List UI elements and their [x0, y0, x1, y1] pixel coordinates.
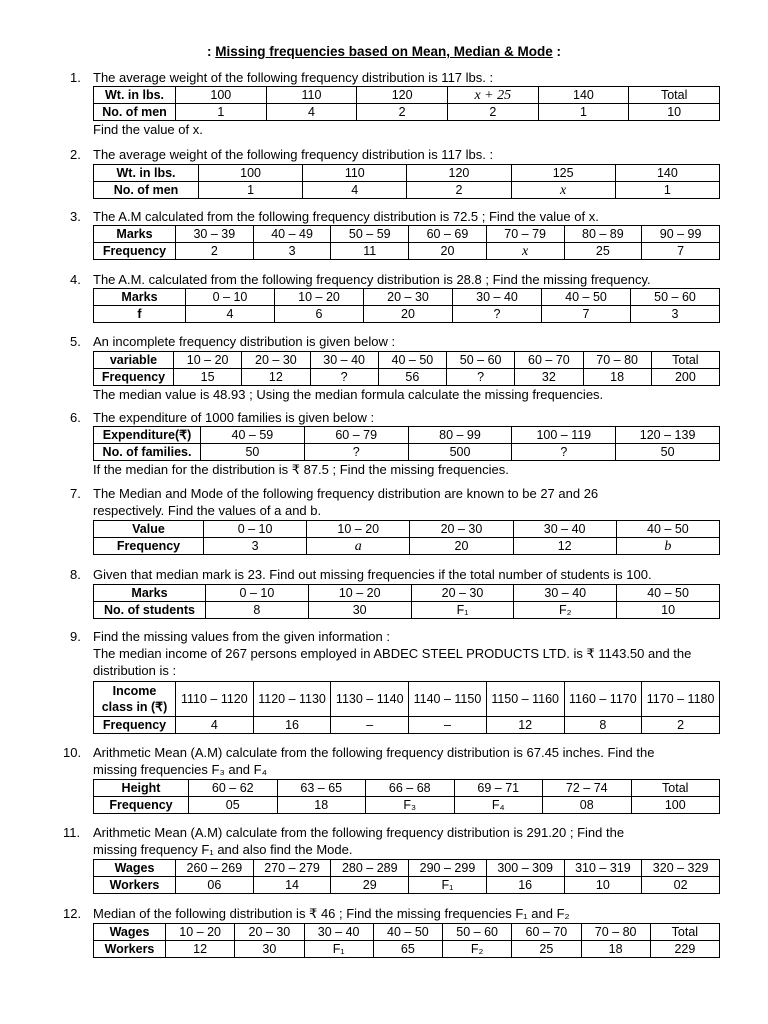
question-text: respectively. Find the values of a and b. — [93, 503, 322, 518]
table-row: Wt. in lbs. 100 110 120 125 140 — [94, 165, 720, 182]
question-6: 6. The expenditure of 1000 families is given below : Expenditure(₹) 40 – 59 60 – 79 80 – 99 100 – 119 120 – 139 No. of families. 50 ? 500 ? 50 If the median for the distribution is ₹ 87.5 ; Find the missing frequencies. — [70, 409, 730, 478]
question-text: Arithmetic Mean (A.M) calculate from the following frequency distribution is 67.45 inches. Find the — [93, 745, 655, 760]
table-row: Income class in (₹) 1110 – 1120 1120 – 1130 1130 – 1140 1140 – 1150 1150 – 1160 1160 – 1170 1170 – 1180 — [94, 682, 720, 717]
frequency-table — [93, 426, 720, 461]
table-row: Marks 30 – 39 40 – 49 50 – 59 60 – 69 70 – 79 80 – 89 90 – 99 — [94, 226, 720, 243]
table-row: Frequency 2 3 11 20 x 25 7 — [94, 243, 720, 260]
question-text: Arithmetic Mean (A.M) calculate from the following frequency distribution is 291.20 ; Find the — [93, 825, 625, 840]
question-text: missing frequency F₁ and also find the Mode. — [93, 842, 353, 857]
frequency-table — [93, 225, 720, 260]
table-row: Marks 0 – 10 10 – 20 20 – 30 30 – 40 40 – 50 50 – 60 — [94, 289, 720, 306]
question-text: The average weight of the following frequency distribution is 117 lbs. : — [93, 147, 494, 162]
frequency-table — [93, 584, 720, 619]
frequency-table — [93, 779, 720, 814]
table-row: Workers 06 14 29 F₁ 16 10 02 — [94, 877, 720, 894]
table-row: Frequency 3 a 20 12 b — [94, 538, 720, 555]
question-9: 9. Find the missing values from the given information : The median income of 267 persons employed in ABDEC STEEL PRODUCTS LTD. is ₹ 1143.50 and the distribution is : Income class in (₹) 1110 – 1120 1120 – 1130 1130 – 1140 1140 – 1150 1150 – 1160 1160 – 1170 1170 – 1180 Frequency 4 16 – – 12 8 2 — [70, 628, 730, 734]
frequency-table — [93, 859, 720, 894]
table-row: Wages 260 – 269 270 – 279 280 – 289 290 – 299 300 – 309 310 – 319 320 – 329 — [94, 860, 720, 877]
question-text: missing frequencies F₃ and F₄ — [93, 762, 267, 777]
question-7: 7. The Median and Mode of the following frequency distribution are known to be 27 and 26 respectively. Find the values of a and b. Value 0 – 10 10 – 20 20 – 30 30 – 40 40 – 50 Frequency 3 a 20 12 b — [70, 485, 730, 555]
question-text: An incomplete frequency distribution is given below : — [93, 334, 396, 349]
question-text: Find the missing values from the given information : — [93, 629, 390, 644]
question-1: 1. The average weight of the following frequency distribution is 117 lbs. : Wt. in lbs. 100 110 120 x + 25 140 Total No. of men 1 4 2 2 1 10 Find the value of x. — [70, 69, 730, 138]
table-row: Marks 0 – 10 10 – 20 20 – 30 30 – 40 40 – 50 — [94, 585, 720, 602]
question-10: 10. Arithmetic Mean (A.M) calculate from the following frequency distribution is 67.45 inches. Find the missing frequencies F₃ and F₄ Height 60 – 62 63 – 65 66 – 68 69 – 71 72 – 74 Total Frequency 05 18 F₃ F₄ 08 100 — [70, 744, 730, 814]
question-text: The Median and Mode of the following frequency distribution are known to be 27 and 26 — [93, 486, 599, 501]
page-title: : Missing frequencies based on Mean, Median & Mode : — [206, 44, 562, 59]
question-text: Median of the following distribution is ₹ 46 ; Find the missing frequencies F₁ and F₂ — [93, 906, 570, 921]
table-row: Wt. in lbs. 100 110 120 x + 25 140 Total — [94, 87, 720, 104]
table-row: Height 60 – 62 63 – 65 66 – 68 69 – 71 72 – 74 Total — [94, 780, 720, 797]
frequency-table — [93, 86, 720, 121]
question-text: The expenditure of 1000 families is given below : — [93, 410, 375, 425]
question-11: 11. Arithmetic Mean (A.M) calculate from the following frequency distribution is 291.20 ; Find the missing frequency F₁ and also find the Mode. Wages 260 – 269 270 – 279 280 – 289 290 – 299 300 – 309 310 – 319 320 – 329 Workers 06 14 29 F₁ 16 10 02 — [70, 824, 730, 894]
question-text: The average weight of the following frequency distribution is 117 lbs. : — [93, 70, 494, 85]
frequency-table — [93, 351, 720, 386]
table-row: Frequency 4 16 – – 12 8 2 — [94, 717, 720, 734]
question-footnote: The median value is 48.93 ; Using the median formula calculate the missing frequencies. — [93, 387, 604, 402]
table-row: Expenditure(₹) 40 – 59 60 – 79 80 – 99 100 – 119 120 – 139 — [94, 427, 720, 444]
table-row: No. of men 1 4 2 2 1 10 — [94, 104, 720, 121]
table-row: No. of families. 50 ? 500 ? 50 — [94, 444, 720, 461]
question-text: The A.M calculated from the following frequency distribution is 72.5 ; Find the value of x. — [93, 209, 599, 224]
question-text: distribution is : — [93, 663, 177, 678]
question-4: 4. The A.M. calculated from the following frequency distribution is 28.8 ; Find the missing frequency. Marks 0 – 10 10 – 20 20 – 30 30 – 40 40 – 50 50 – 60 f 4 6 20 ? 7 3 — [70, 271, 730, 323]
table-row: Frequency 05 18 F₃ F₄ 08 100 — [94, 797, 720, 814]
table-row: No. of students 8 30 F₁ F₂ 10 — [94, 602, 720, 619]
table-row: No. of men 1 4 2 x 1 — [94, 182, 720, 199]
table-row: f 4 6 20 ? 7 3 — [94, 306, 720, 323]
frequency-table — [93, 923, 720, 958]
table-row: variable 10 – 20 20 – 30 30 – 40 40 – 50 50 – 60 60 – 70 70 – 80 Total — [94, 352, 720, 369]
question-5: 5. An incomplete frequency distribution is given below : variable 10 – 20 20 – 30 30 – 40 40 – 50 50 – 60 60 – 70 70 – 80 Total Frequency 15 12 ? 56 ? 32 18 200 The median value is 48.93 ; Using the median formula calculate the missing frequencies. — [70, 333, 730, 403]
question-12: 12. Median of the following distribution is ₹ 46 ; Find the missing frequencies F₁ and F₂ Wages 10 – 20 20 – 30 30 – 40 40 – 50 50 – 60 60 – 70 70 – 80 Total Workers 12 30 F₁ 65 F₂ 25 18 229 — [70, 905, 730, 958]
question-footnote: If the median for the distribution is ₹ 87.5 ; Find the missing frequencies. — [93, 462, 509, 477]
table-row: Frequency 15 12 ? 56 ? 32 18 200 — [94, 369, 720, 386]
frequency-table — [93, 288, 720, 323]
question-footnote: Find the value of x. — [93, 122, 203, 137]
table-row: Value 0 – 10 10 – 20 20 – 30 30 – 40 40 – 50 — [94, 521, 720, 538]
frequency-table — [93, 520, 720, 555]
frequency-table — [93, 164, 720, 199]
question-8: 8. Given that median mark is 23. Find out missing frequencies if the total number of students is 100. Marks 0 – 10 10 – 20 20 – 30 30 – 40 40 – 50 No. of students 8 30 F₁ F₂ 10 — [70, 566, 730, 619]
question-text: Given that median mark is 23. Find out missing frequencies if the total number of students is 100. — [93, 567, 652, 582]
question-text: The median income of 267 persons employed in ABDEC STEEL PRODUCTS LTD. is ₹ 1143.50 and the — [93, 646, 692, 661]
question-3: 3. The A.M calculated from the following frequency distribution is 72.5 ; Find the value of x. Marks 30 – 39 40 – 49 50 – 59 60 – 69 70 – 79 80 – 89 90 – 99 Frequency 2 3 11 20 x 25 7 — [70, 208, 730, 260]
table-row: Wages 10 – 20 20 – 30 30 – 40 40 – 50 50 – 60 60 – 70 70 – 80 Total — [94, 924, 720, 941]
question-text: The A.M. calculated from the following frequency distribution is 28.8 ; Find the missing frequency. — [93, 272, 651, 287]
question-2: 2. The average weight of the following frequency distribution is 117 lbs. : Wt. in lbs. 100 110 120 125 140 No. of men 1 4 2 x 1 — [70, 146, 730, 199]
frequency-table — [93, 681, 720, 734]
table-row: Workers 12 30 F₁ 65 F₂ 25 18 229 — [94, 941, 720, 958]
